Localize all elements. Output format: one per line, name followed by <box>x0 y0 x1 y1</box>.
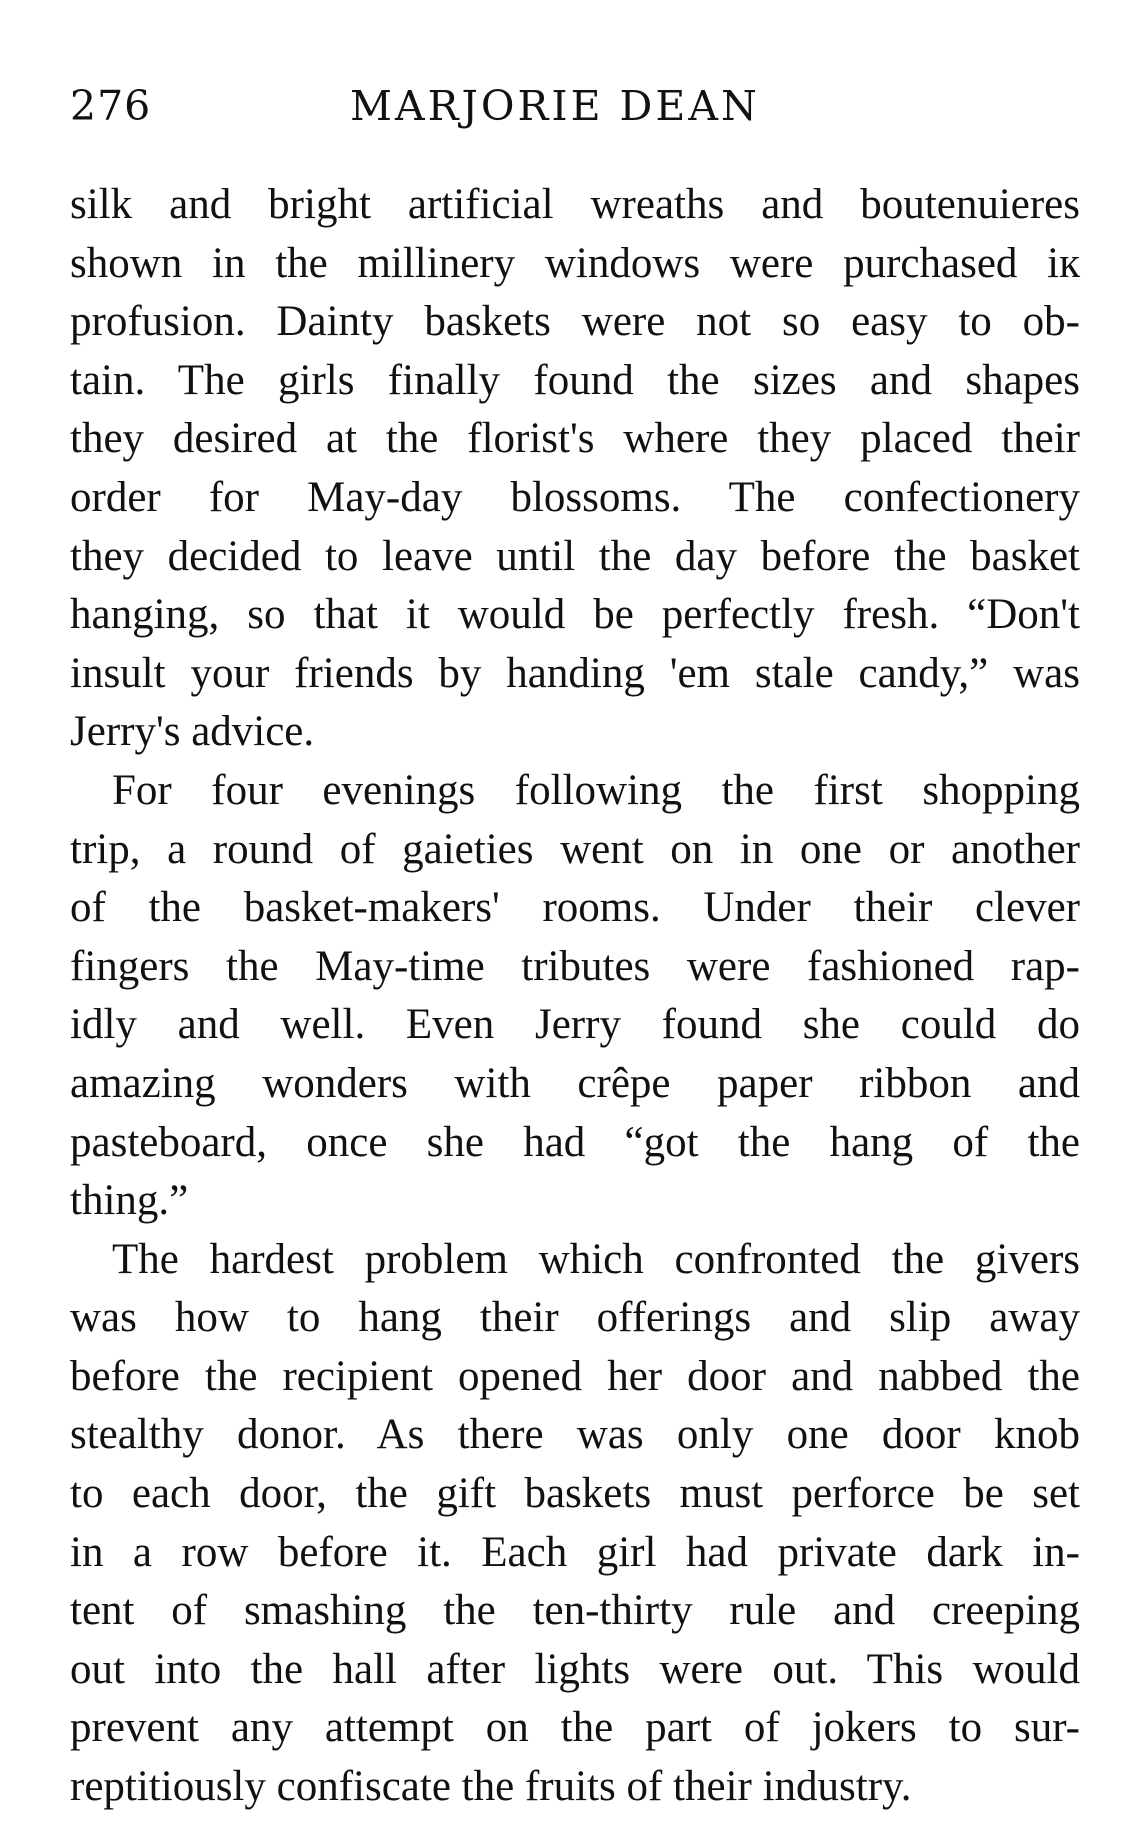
text-line: idly and well. Even Jerry found she could do <box>70 1001 1080 1049</box>
text-line: trip, a round of gaieties went on in one or another <box>70 825 1080 873</box>
text-line: order for May-day blossoms. The confectionery <box>70 473 1080 521</box>
text-line: hanging, so that it would be perfectly fresh. “Don't <box>70 591 1080 639</box>
text-line: fingers the May-time tributes were fashioned rap- <box>70 942 1080 990</box>
text-line: prevent any attempt on the part of jokers to sur- <box>70 1704 1080 1752</box>
text-line: of the basket-makers' rooms. Under their clever <box>70 884 1080 932</box>
text-line: in a row before it. Each girl had private dark in- <box>70 1528 1080 1576</box>
running-head <box>70 82 810 132</box>
text-line: reptitiously confiscate the fruits of their industry. <box>70 1763 912 1811</box>
text-line: amazing wonders with crêpe paper ribbon and <box>70 1059 1080 1107</box>
text-line: pasteboard, once she had “got the hang of the <box>70 1118 1080 1166</box>
text-line: out into the hall after lights were out. This would <box>70 1645 1080 1693</box>
text-line: profusion. Dainty baskets were not so easy to ob- <box>70 298 1080 346</box>
text-line: tain. The girls finally found the sizes and shapes <box>70 356 1080 404</box>
text-line: to each door, the gift baskets must perforce be set <box>70 1470 1080 1518</box>
text-line: Jerry's advice. <box>70 708 315 756</box>
body-text <box>70 176 1080 1817</box>
text-line: was how to hang their offerings and slip away <box>70 1294 1080 1342</box>
text-line: they desired at the florist's where they placed their <box>70 415 1080 463</box>
text-line: shown in the millinery windows were purchased iк <box>70 239 1080 287</box>
text-line: stealthy donor. As there was only one door knob <box>70 1411 1080 1459</box>
text-line: The hardest problem which confronted the givers <box>112 1235 1080 1283</box>
text-line: silk and bright artificial wreaths and boutenuieres <box>70 181 1080 228</box>
page-number: 276 <box>70 82 152 130</box>
running-title: MARJORIE DEAN <box>350 82 760 130</box>
text-line: For four evenings following the first shopping <box>112 766 1080 814</box>
text-line: insult your friends by handing 'em stale candy,” was <box>70 649 1080 697</box>
text-line: they decided to leave until the day before the basket <box>70 532 1080 580</box>
text-line: tent of smashing the ten-thirty rule and creeping <box>70 1587 1080 1635</box>
text-line: before the recipient opened her door and nabbed the <box>70 1352 1080 1400</box>
text-line: thing.” <box>70 1177 189 1225</box>
